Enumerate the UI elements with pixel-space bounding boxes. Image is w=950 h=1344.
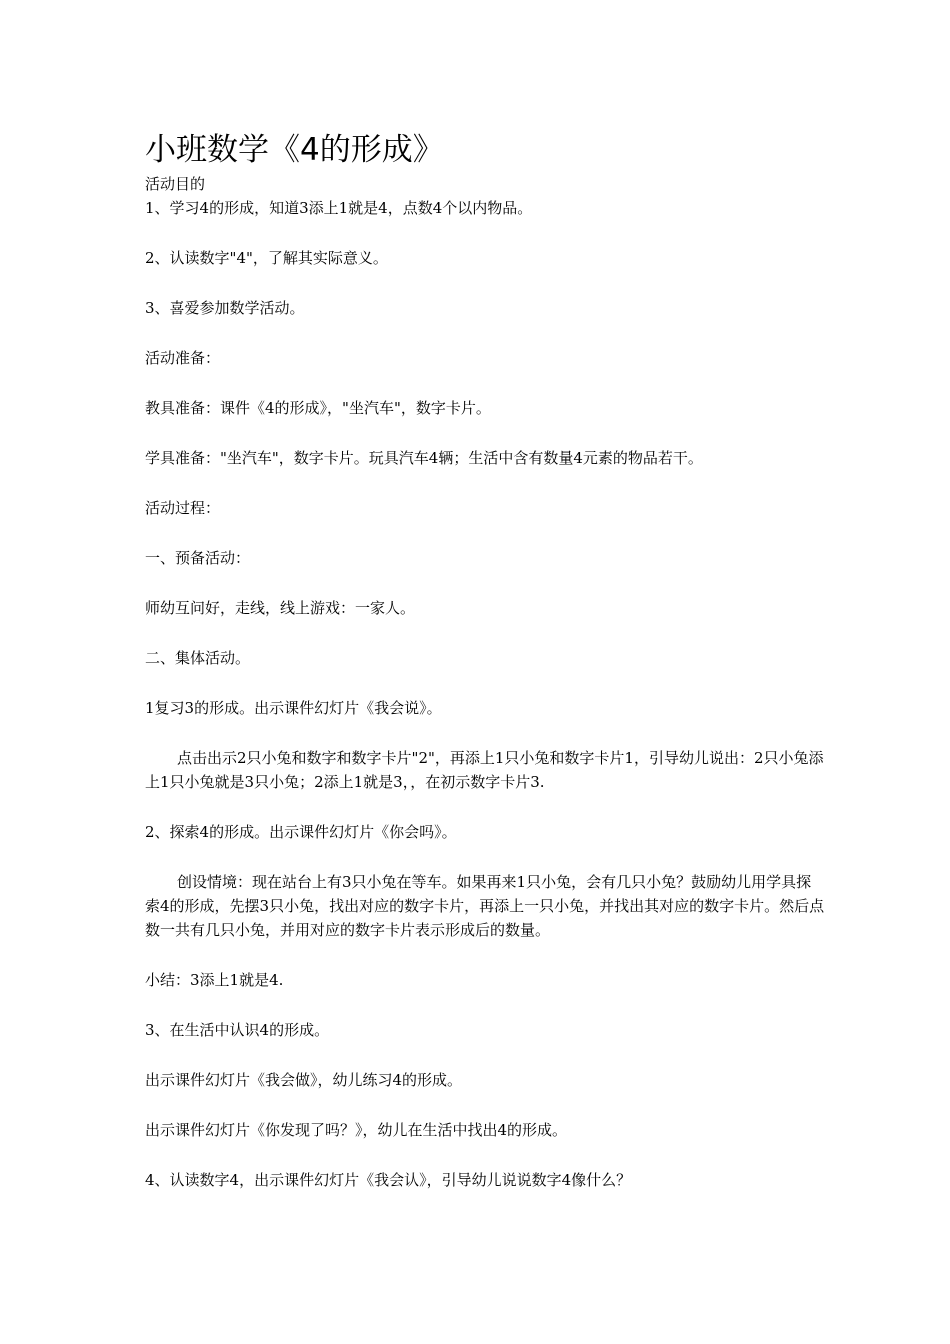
paragraph-life-recognition: 3、在生活中认识4的形成。 <box>145 1021 330 1039</box>
section-heading-process: 活动过程： <box>145 499 221 517</box>
paragraph-review-3-detail: 点击出示2只小兔和数字和数字卡片"2"，再添上1只小兔和数字卡片1，引导幼儿说出：2只小兔添上1只小兔就是3只小兔；2添上1就是3，，在初示数字卡片3. <box>145 749 824 791</box>
section-heading-objectives: 活动目的 <box>145 175 206 193</box>
paragraph-explore-4: 2、探索4的形成。出示课件幻灯片《你会吗》。 <box>145 823 457 841</box>
paragraph-objective-3: 3、喜爱参加数学活动。 <box>145 299 305 317</box>
section-heading-preparation: 活动准备： <box>145 349 221 367</box>
paragraph-review-3: 1复习3的形成。出示课件幻灯片《我会说》。 <box>145 699 442 717</box>
paragraph-group-activity: 二、集体活动。 <box>145 649 251 667</box>
paragraph-explore-4-detail: 创设情境：现在站台上有3只小兔在等车。如果再来1只小兔，会有几只小兔？鼓励幼儿用学具探索4的形成，先摆3只小兔，找出对应的数字卡片，再添上一只小兔，并找出其对应的数字卡片。然后点数一共有几只小兔，并用对应的数字卡片表示形成后的数量。 <box>145 873 825 939</box>
paragraph-teaching-aids: 教具准备：课件《4的形成》，"坐汽车"，数字卡片。 <box>145 399 491 417</box>
page-title: 小班数学《4的形成》 <box>145 132 444 168</box>
paragraph-preparatory-activity: 一、预备活动： <box>145 549 251 567</box>
paragraph-greeting: 师幼互问好，走线，线上游戏：一家人。 <box>145 599 416 617</box>
paragraph-slide-did-you-find: 出示课件幻灯片《你发现了吗？》，幼儿在生活中找出4的形成。 <box>145 1121 568 1139</box>
document-page <box>145 128 825 1192</box>
paragraph-learning-aids: 学具准备："坐汽车"，数字卡片。玩具汽车4辆；生活中含有数量4元素的物品若干。 <box>145 449 703 467</box>
paragraph-read-number-4: 4、认读数字4，出示课件幻灯片《我会认》，引导幼儿说说数字4像什么？ <box>145 1171 632 1189</box>
paragraph-objective-2: 2、认读数字"4"，了解其实际意义。 <box>145 249 388 267</box>
paragraph-summary: 小结：3添上1就是4. <box>145 971 284 989</box>
paragraph-objective-1: 1、学习4的形成，知道3添上1就是4，点数4个以内物品。 <box>145 199 533 217</box>
paragraph-slide-i-can-do: 出示课件幻灯片《我会做》，幼儿练习4的形成。 <box>145 1071 463 1089</box>
